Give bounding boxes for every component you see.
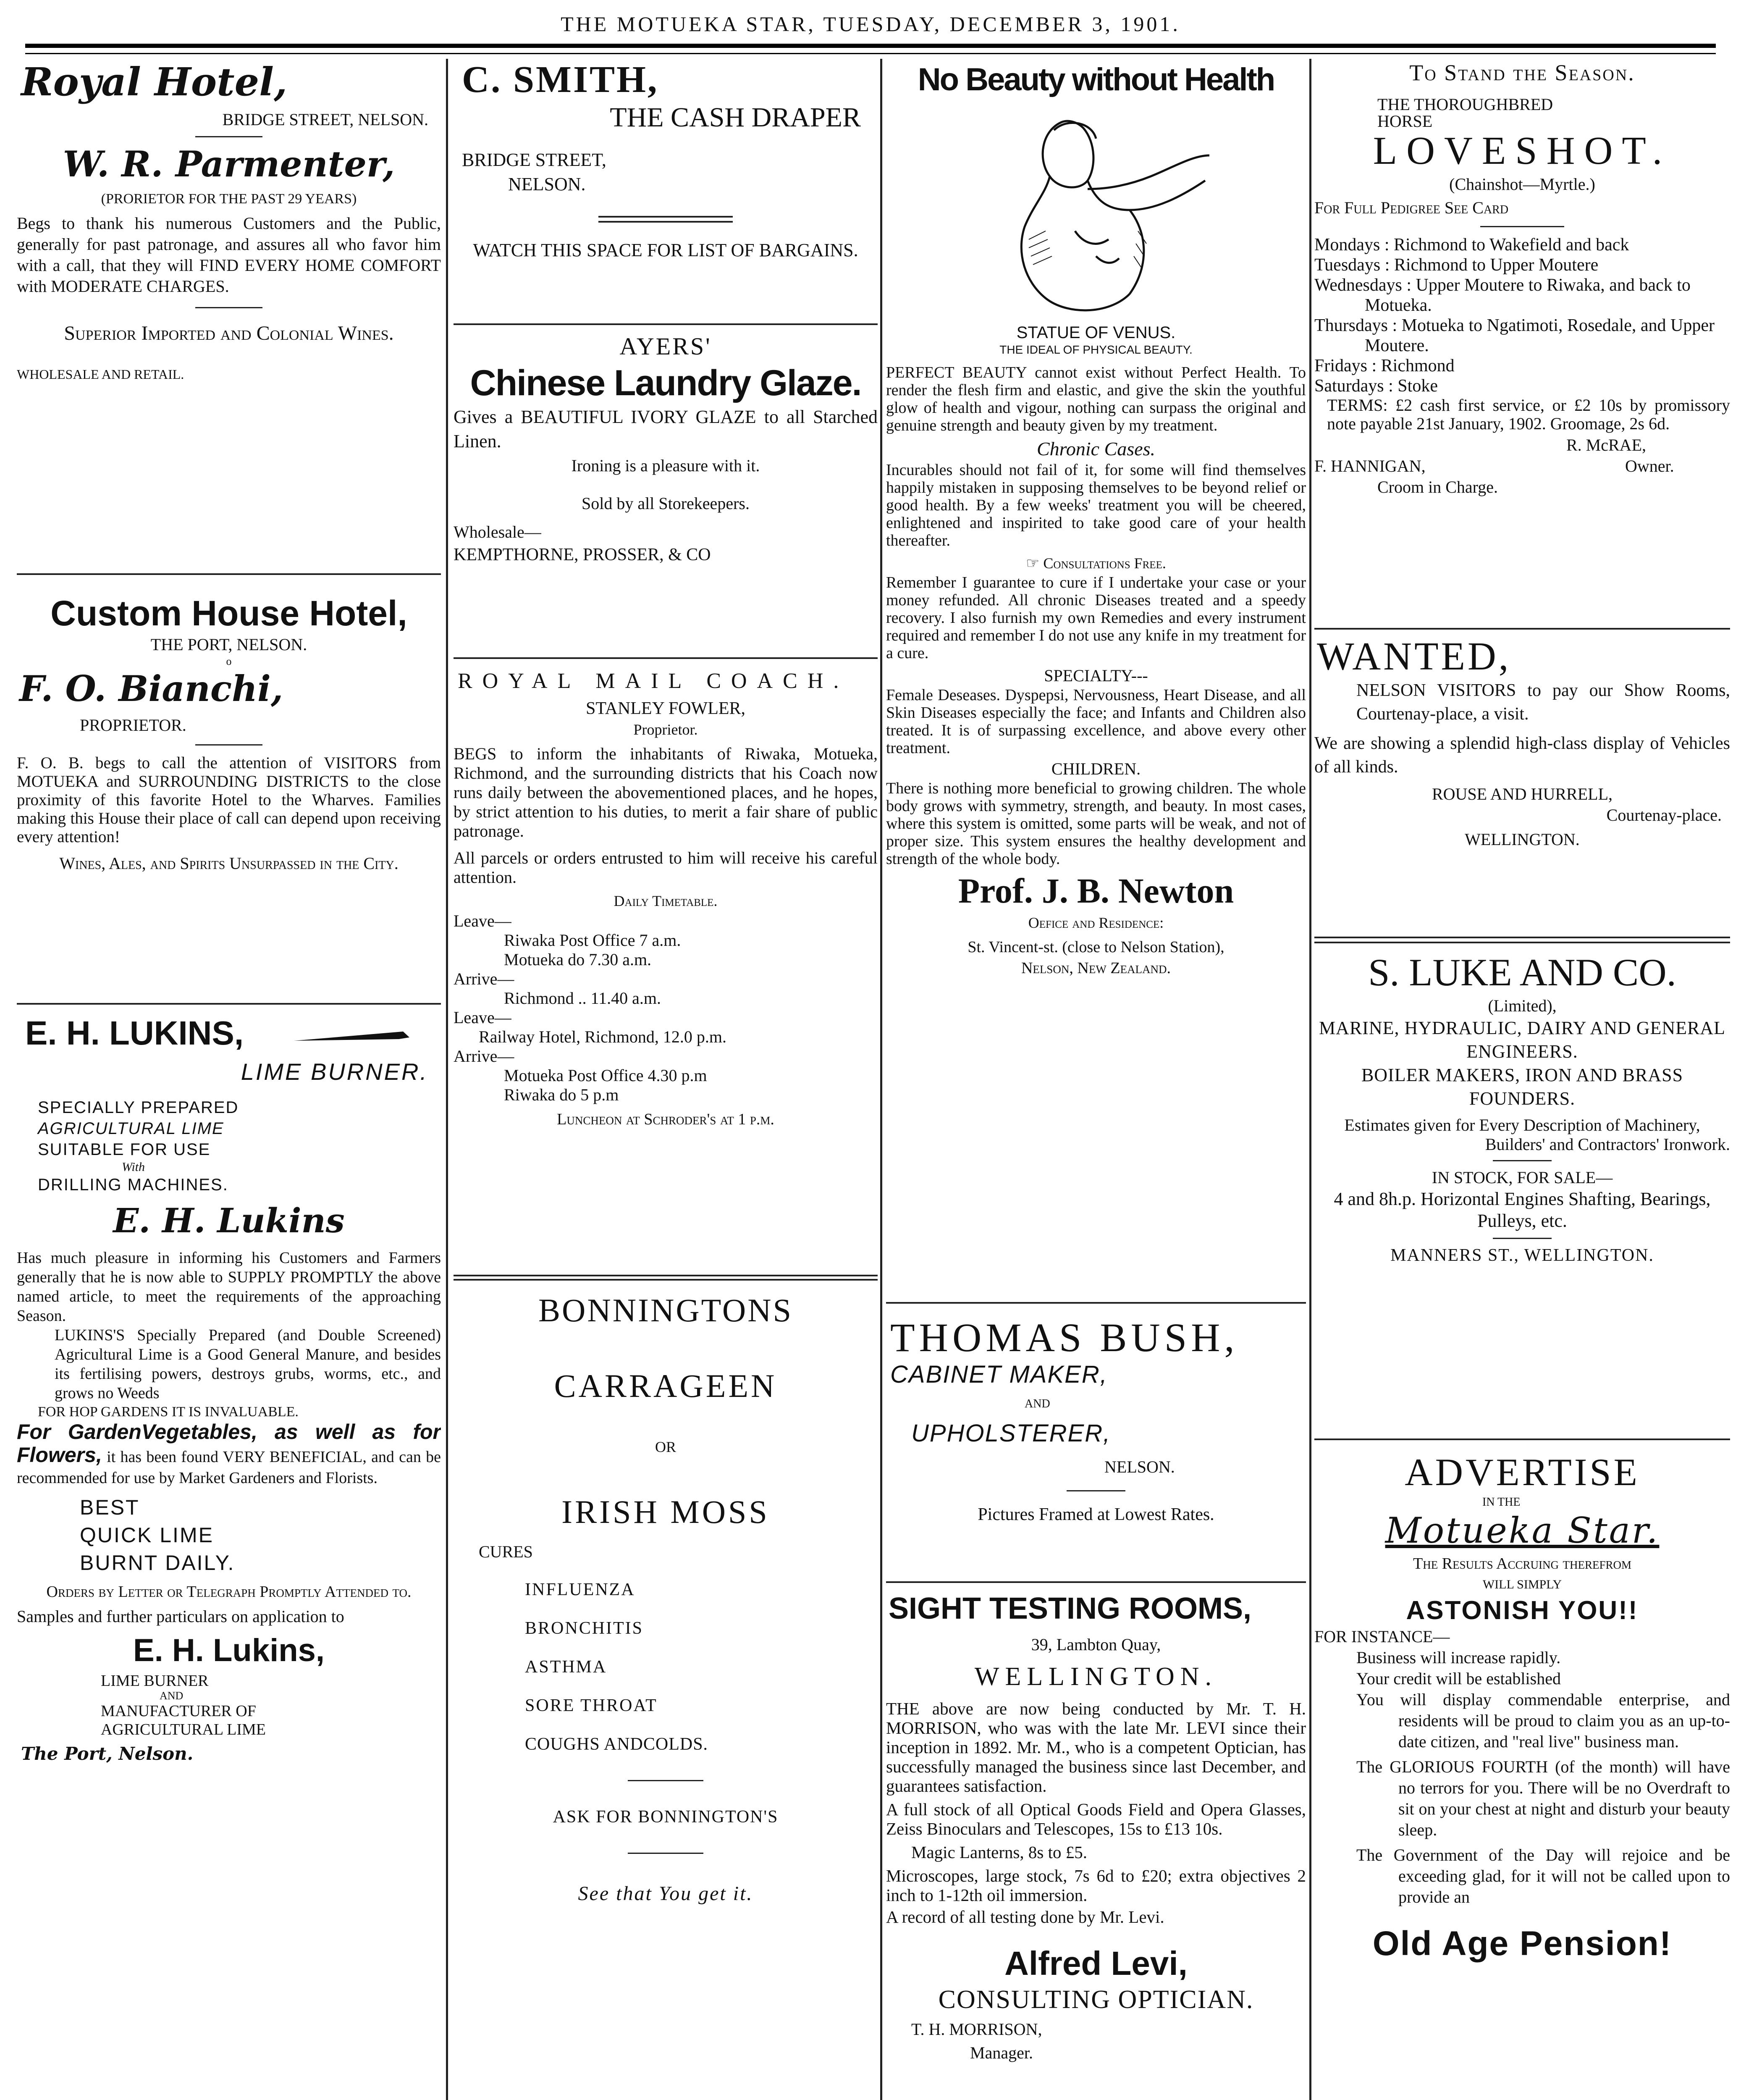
bush-pictures: Pictures Framed at Lowest Rates.: [978, 1505, 1214, 1524]
loveshot-groom: F. HANNIGAN,: [1314, 457, 1426, 475]
newton-city: Nelson, New Zealand.: [1021, 959, 1171, 977]
advertise-ad: [1314, 1449, 1730, 1965]
custom-house-role: PROPRIETOR.: [80, 716, 186, 735]
sight-mgr-role: Manager.: [970, 2043, 1033, 2062]
bonnington-i1: INFLUENZA: [525, 1580, 635, 1599]
sight-name: Alfred Levi,: [1004, 1945, 1188, 1982]
advertise-b1: Business will increase rapidly.: [1356, 1648, 1561, 1667]
advertise-paper: Motueka Star.: [1385, 1510, 1660, 1551]
lukins-body1: Has much pleasure in informing his Customers and Farmers generally that he is now able to SUPPLY PROMPTLY the above named article, to meet the requirements of the approaching Season.: [17, 1249, 441, 1325]
advertise-pension: Old Age Pension!: [1372, 1924, 1672, 1963]
lukins-orders: Orders by Letter or Telegraph Promptly Attended to.: [46, 1583, 412, 1601]
newton-body3: Remember I guarantee to cure if I undertake your case or your money refunded. All chronic Diseases treated and a speedy recovery. I also furnish my own Remedies and every instrument required and remember I do not use any knife in my treatment for a cure.: [886, 574, 1306, 662]
bush-city: NELSON.: [1104, 1457, 1175, 1476]
coach-t1: Leave—: [454, 911, 511, 930]
bonnington-l3: OR: [655, 1438, 676, 1455]
loveshot-breed1: THE THOROUGHBRED: [1377, 95, 1553, 114]
ayers-body: Gives a BEAUTIFUL IVORY GLAZE to all Starched Linen.: [454, 407, 878, 452]
sight-body3: Magic Lanterns, 8s to £5.: [911, 1843, 1088, 1862]
coach-t8: Arrive—: [454, 1047, 514, 1066]
newton-statue: STATUE OF VENUS.: [1016, 323, 1176, 342]
bush-and: AND: [1025, 1397, 1050, 1410]
ayers-ad: [454, 332, 878, 565]
loveshot-pedigree: (Chainshot—Myrtle.): [1449, 175, 1595, 194]
column-divider-3: [1309, 59, 1311, 2100]
sight-body4: Microscopes, large stock, 7s 6d to £20; extra objectives 2 inch to 1-12th oil immersion.: [886, 1866, 1306, 1905]
lukins-f2: AND: [160, 1690, 184, 1702]
luke-est: Estimates given for Every Description of Machinery,: [1344, 1116, 1700, 1134]
loveshot-d2: Tuesdays : Richmond to Upper Moutere: [1314, 255, 1599, 275]
custom-house-address: THE PORT, NELSON.: [150, 635, 307, 654]
coach-t10: Riwaka do 5 p.m: [504, 1085, 619, 1104]
smith-addr2: NELSON.: [508, 174, 586, 194]
lukins-ad: [17, 1012, 441, 1766]
wanted-firm: ROUSE AND HURRELL,: [1432, 785, 1613, 803]
royal-hotel-proprietor: W. R. Parmenter,: [63, 143, 395, 185]
bonnington-ask: ASK FOR BONNINGTON'S: [553, 1807, 779, 1827]
lukins-l2: AGRICULTURAL LIME: [38, 1119, 224, 1138]
royal-hotel-ad: [17, 59, 441, 385]
lukins-best1: BEST: [80, 1496, 140, 1519]
royal-hotel-trade: WHOLESALE AND RETAIL.: [17, 367, 184, 382]
masthead-rule: [25, 44, 1716, 48]
smith-trade: THE CASH DRAPER: [610, 102, 861, 133]
newton-ideal: THE IDEAL OF PHYSICAL BEAUTY.: [999, 343, 1193, 356]
trowel-icon: [294, 1029, 412, 1046]
lukins-body2: LUKINS'S Specially Prepared (and Double Screened) Agricultural Lime is a Good General Manure, and besides its fertilising powers, destroys grubs, worms, etc., and grows no Weeds: [55, 1326, 441, 1402]
lukins-l5: DRILLING MACHINES.: [38, 1176, 228, 1194]
coach-parcels: All parcels or orders entrusted to him will receive his careful attention.: [454, 848, 878, 887]
ayers-agents: KEMPTHORNE, PROSSER, & CO: [454, 545, 711, 564]
loveshot-name: LOVESHOT.: [1373, 129, 1672, 173]
sight-role: CONSULTING OPTICIAN.: [938, 1985, 1254, 2014]
lukins-signature: E. H. Lukins: [113, 1201, 345, 1240]
luke-l1: MARINE, HYDRAULIC, DAIRY AND GENERAL ENGINEERS.: [1319, 1018, 1726, 1062]
coach-t7: Railway Hotel, Richmond, 12.0 p.m.: [479, 1027, 726, 1046]
custom-house-proprietor: F. O. Bianchi,: [19, 668, 283, 709]
luke-stock: IN STOCK, FOR SALE—: [1432, 1168, 1613, 1187]
newton-addr: St. Vincent-st. (close to Nelson Station),: [968, 938, 1224, 956]
bush-ad: [886, 1315, 1306, 1525]
venus-illustration: [970, 105, 1222, 349]
bonnington-i2: BRONCHITIS: [525, 1619, 644, 1638]
loveshot-owner-role: Owner.: [1625, 457, 1674, 475]
bonnington-i5: COUGHS ANDCOLDS.: [525, 1735, 708, 1754]
lukins-best2: QUICK LIME: [80, 1523, 214, 1547]
coach-t6: Leave—: [454, 1008, 511, 1027]
smith-ad: [454, 59, 878, 263]
luke-name: S. LUKE AND CO.: [1368, 951, 1676, 994]
newton-body5: There is nothing more beneficial to growing children. The whole body grows with symmetry, strength, and beauty. In most cases, where this system is omitted, some parts will be weak, and not of proper size. This system ensures the healthy development and strength of the whole body.: [886, 780, 1306, 868]
custom-house-title: Custom House Hotel,: [50, 593, 407, 633]
lukins-l4: With: [122, 1160, 145, 1174]
ayers-brand: AYERS': [619, 333, 712, 360]
luke-addr: MANNERS ST., WELLINGTON.: [1390, 1246, 1654, 1265]
custom-house-divider: o: [226, 655, 232, 667]
royal-hotel-wines: Superior Imported and Colonial Wines.: [64, 322, 394, 344]
advertise-b3: You will display commendable enterprise, and residents will be proud to claim you as an up-to-date citizen, and "real live" business man.: [1356, 1690, 1730, 1751]
newton-consult: ☞ Consultations Free.: [1026, 555, 1166, 572]
lukins-f1: LIME BURNER: [101, 1672, 209, 1690]
column-divider-2: [880, 59, 882, 2100]
royal-mail-coach-ad: [454, 668, 878, 1130]
wanted-title: WANTED,: [1317, 635, 1511, 678]
advertise-simply: WILL SIMPLY: [1482, 1578, 1562, 1591]
bush-name: THOMAS BUSH,: [890, 1315, 1239, 1360]
loveshot-groom-role: Croom in Charge.: [1377, 478, 1498, 496]
coach-t5: Richmond .. 11.40 a.m.: [504, 989, 661, 1008]
bonnington-see: See that You get it.: [578, 1882, 753, 1905]
newton-headline: No Beauty without Health: [918, 62, 1274, 97]
sight-testing-ad: [886, 1590, 1306, 2063]
advertise-b2: Your credit will be established: [1356, 1669, 1561, 1688]
newton-office: Oefice and Residence:: [1028, 914, 1164, 931]
wanted-ad: [1314, 634, 1730, 850]
coach-t2: Riwaka Post Office 7 a.m.: [504, 931, 681, 950]
luke-engines: 4 and 8h.p. Horizontal Engines Shafting, Bearings, Pulleys, etc.: [1334, 1189, 1711, 1231]
luke-ad: [1314, 949, 1730, 1266]
lukins-f3: MANUFACTURER OF: [101, 1702, 256, 1720]
coach-timetable: Daily Timetable.: [614, 892, 718, 909]
loveshot-ad: [1314, 59, 1730, 498]
column-4: [1314, 59, 1730, 2100]
bonnington-i4: SORE THROAT: [525, 1696, 658, 1715]
newton-body1: PERFECT BEAUTY cannot exist without Perfect Health. To render the flesh firm and elastic, and give the skin the youthful glow of health and vigour, nothing can surpass the original and genuine strength and beauty given by my treatment.: [886, 364, 1306, 434]
masthead-rule-thin: [25, 53, 1716, 54]
column-3: [886, 59, 1306, 2100]
newton-name: Prof. J. B. Newton: [958, 872, 1234, 911]
loveshot-card: For Full Pedigree See Card: [1314, 198, 1509, 217]
royal-hotel-title: Royal Hotel,: [21, 59, 288, 105]
coach-t9: Motueka Post Office 4.30 p.m: [504, 1066, 707, 1085]
advertise-instance: FOR INSTANCE—: [1314, 1627, 1450, 1646]
smith-watch: WATCH THIS SPACE FOR LIST OF BARGAINS.: [473, 240, 858, 260]
luke-ltd: (Limited),: [1488, 996, 1557, 1015]
newton-body2: Incurables should not fail of it, for some will find themselves happily mistaken in supposing themselves to be beyond relief or good health. By a few weeks' treatment you will be cheered, enlightened and inspirited to take good care of your health thereafter.: [886, 461, 1306, 549]
coach-body: BEGS to inform the inhabitants of Riwaka, Motueka, Richmond, and the surrounding districts that his Coach now runs daily between the abovementioned places, and he hopes, by strict attention to his duties, to merit a fair share of public patronage.: [454, 744, 878, 840]
sight-body1: THE above are now being conducted by Mr. T. H. MORRISON, who was with the late Mr. LEVI since their inception in 1892. Mr. M., who is a competent Optician, has successfully managed the business since last December, and guarantees satisfaction.: [886, 1699, 1306, 1796]
lukins-samples: Samples and further particulars on application to: [17, 1607, 344, 1626]
loveshot-d6: Saturdays : Stoke: [1314, 376, 1438, 396]
advertise-b4: The GLORIOUS FOURTH (of the month) will have no terrors for you. There will be no Overdraft to sit on your chest at night and disturb your beauty sleep.: [1356, 1757, 1730, 1839]
loveshot-owner: R. McRAE,: [1566, 436, 1646, 454]
wanted-city: WELLINGTON.: [1465, 830, 1580, 849]
lukins-l3: SUITABLE FOR USE: [38, 1140, 211, 1159]
newton-chronic: Chronic Cases.: [1037, 438, 1155, 459]
luke-l2: BOILER MAKERS, IRON AND BRASS FOUNDERS.: [1361, 1065, 1683, 1109]
advertise-astonish: ASTONISH YOU!!: [1406, 1596, 1639, 1625]
loveshot-d4: Thursdays : Motueka to Ngatimoti, Rosedale, and Upper Moutere.: [1314, 316, 1715, 355]
sight-body2: A full stock of all Optical Goods Field and Opera Glasses, Zeiss Binoculars and Telescopes, 15s to £13 10s.: [886, 1800, 1306, 1838]
wanted-place: Courtenay-place.: [1606, 806, 1722, 824]
sight-addr: 39, Lambton Quay,: [1031, 1635, 1161, 1654]
royal-hotel-body: Begs to thank his numerous Customers and the Public, generally for past patronage, and assures all who favor him with a call, that they will FIND EVERY HOME COMFORT with MODERATE CHARGES.: [17, 214, 441, 296]
bush-trade: CABINET MAKER,: [890, 1361, 1108, 1388]
wanted-body2: We are showing a splendid high-class display of Vehicles of all kinds.: [1314, 734, 1730, 777]
coach-t4: Arrive—: [454, 969, 514, 988]
loveshot-breed2: HORSE: [1377, 112, 1433, 131]
luke-est2: Builders' and Contractors' Ironwork.: [1485, 1135, 1730, 1154]
loveshot-d1: Mondays : Richmond to Wakefield and back: [1314, 235, 1629, 255]
coach-luncheon: Luncheon at Schroder's at 1 p.m.: [557, 1110, 774, 1128]
newton-children: CHILDREN.: [1051, 759, 1141, 778]
custom-house-ad: [17, 592, 441, 874]
loveshot-d3: Wednesdays : Upper Moutere to Riwaka, and back to Motueka.: [1314, 276, 1691, 315]
newton-ad: [886, 59, 1306, 979]
advertise-b5: The Government of the Day will rejoice and be exceeding glad, for it will not be called upon to provide an: [1356, 1845, 1730, 1906]
lukins-f4: AGRICULTURAL LIME: [101, 1721, 266, 1738]
loveshot-d5: Fridays : Richmond: [1314, 356, 1455, 375]
column-2: [454, 59, 878, 2100]
sight-city: WELLINGTON.: [974, 1662, 1218, 1691]
bonnington-ad: [454, 1289, 878, 1904]
bonnington-l1: BONNINGTONS: [538, 1292, 793, 1328]
smith-addr1: BRIDGE STREET,: [462, 150, 606, 170]
custom-house-body: F. O. B. begs to call the attention of VISITORS from MOTUEKA and SURROUNDING DISTRICTS to the close proximity of this favorite Hotel to the Wharves. Families making this House their place of call can depend upon receiving every attention!: [17, 754, 441, 846]
coach-t3: Motueka do 7.30 a.m.: [504, 950, 652, 969]
column-divider-1: [446, 59, 448, 2100]
bonnington-cures: CURES: [479, 1542, 533, 1561]
bonnington-i3: ASTHMA: [525, 1657, 607, 1677]
coach-role: Proprietor.: [633, 721, 698, 738]
royal-hotel-address: BRIDGE STREET, NELSON.: [222, 110, 428, 129]
royal-hotel-proprietor-note: (PRORIETOR FOR THE PAST 29 YEARS): [101, 191, 357, 207]
lukins-port: The Port, Nelson.: [21, 1743, 194, 1764]
loveshot-stand: To Stand the Season.: [1409, 60, 1635, 85]
masthead: THE MOTUEKA STAR, TUESDAY, DECEMBER 3, 1901.: [561, 12, 1180, 36]
lukins-body3: FOR HOP GARDENS IT IS INVALUABLE.: [38, 1404, 299, 1420]
advertise-results: The Results Accruing therefrom: [1413, 1555, 1631, 1572]
lukins-body4a: For GardenVegetables, as well as for Flowers,: [17, 1420, 441, 1467]
ayers-wholesale: Wholesale—: [454, 522, 541, 541]
sight-title: SIGHT TESTING ROOMS,: [889, 1592, 1252, 1625]
lukins-trade: LIME BURNER.: [241, 1058, 428, 1085]
lukins-name: E. H. LUKINS,: [25, 1014, 244, 1052]
smith-name: C. SMITH,: [462, 59, 659, 100]
lukins-best3: BURNT DAILY.: [80, 1551, 235, 1575]
bonnington-l2: CARRAGEEN: [554, 1368, 777, 1404]
ayers-ironing: Ironing is a pleasure with it.: [571, 456, 760, 475]
bonnington-l4: IRISH MOSS: [561, 1494, 770, 1530]
lukins-l1: SPECIALLY PREPARED: [38, 1098, 239, 1117]
advertise-in-the: IN THE: [1482, 1496, 1521, 1509]
ayers-sold: Sold by all Storekeepers.: [582, 494, 750, 513]
lukins-body4b: it has been found VERY BENEFICIAL, and can be recommended for use by Market Gardeners and Florists.: [17, 1448, 441, 1487]
loveshot-terms: TERMS: £2 cash first service, or £2 10s by promissory note payable 21st January, 1902. Groomage, 2s 6d.: [1327, 396, 1730, 433]
column-1: [17, 59, 441, 2100]
custom-house-wines: Wines, Ales, and Spirits Unsurpassed in the City.: [59, 854, 399, 873]
coach-name: STANLEY FOWLER,: [585, 699, 746, 718]
wanted-body1: NELSON VISITORS to pay our Show Rooms, Courtenay-place, a visit.: [1356, 681, 1730, 724]
sight-body5: A record of all testing done by Mr. Levi.: [886, 1907, 1164, 1927]
newton-specialty: SPECIALTY---: [1044, 666, 1148, 685]
advertise-title: ADVERTISE: [1405, 1451, 1640, 1494]
bush-trade2: UPHOLSTERER,: [911, 1420, 1111, 1447]
venus-figure-icon: [970, 105, 1222, 349]
newton-body4: Female Deseases. Dyspepsi, Nervousness, Heart Disease, and all Skin Diseases especially the face; and Infants and Children also treated. It is of surpassing excellence, and above every other treatment.: [886, 686, 1306, 757]
ayers-product: Chinese Laundry Glaze.: [470, 363, 861, 403]
sight-mgr: T. H. MORRISON,: [911, 2020, 1042, 2039]
coach-title: ROYAL MAIL COACH.: [458, 669, 849, 693]
lukins-name2: E. H. Lukins,: [133, 1633, 325, 1668]
